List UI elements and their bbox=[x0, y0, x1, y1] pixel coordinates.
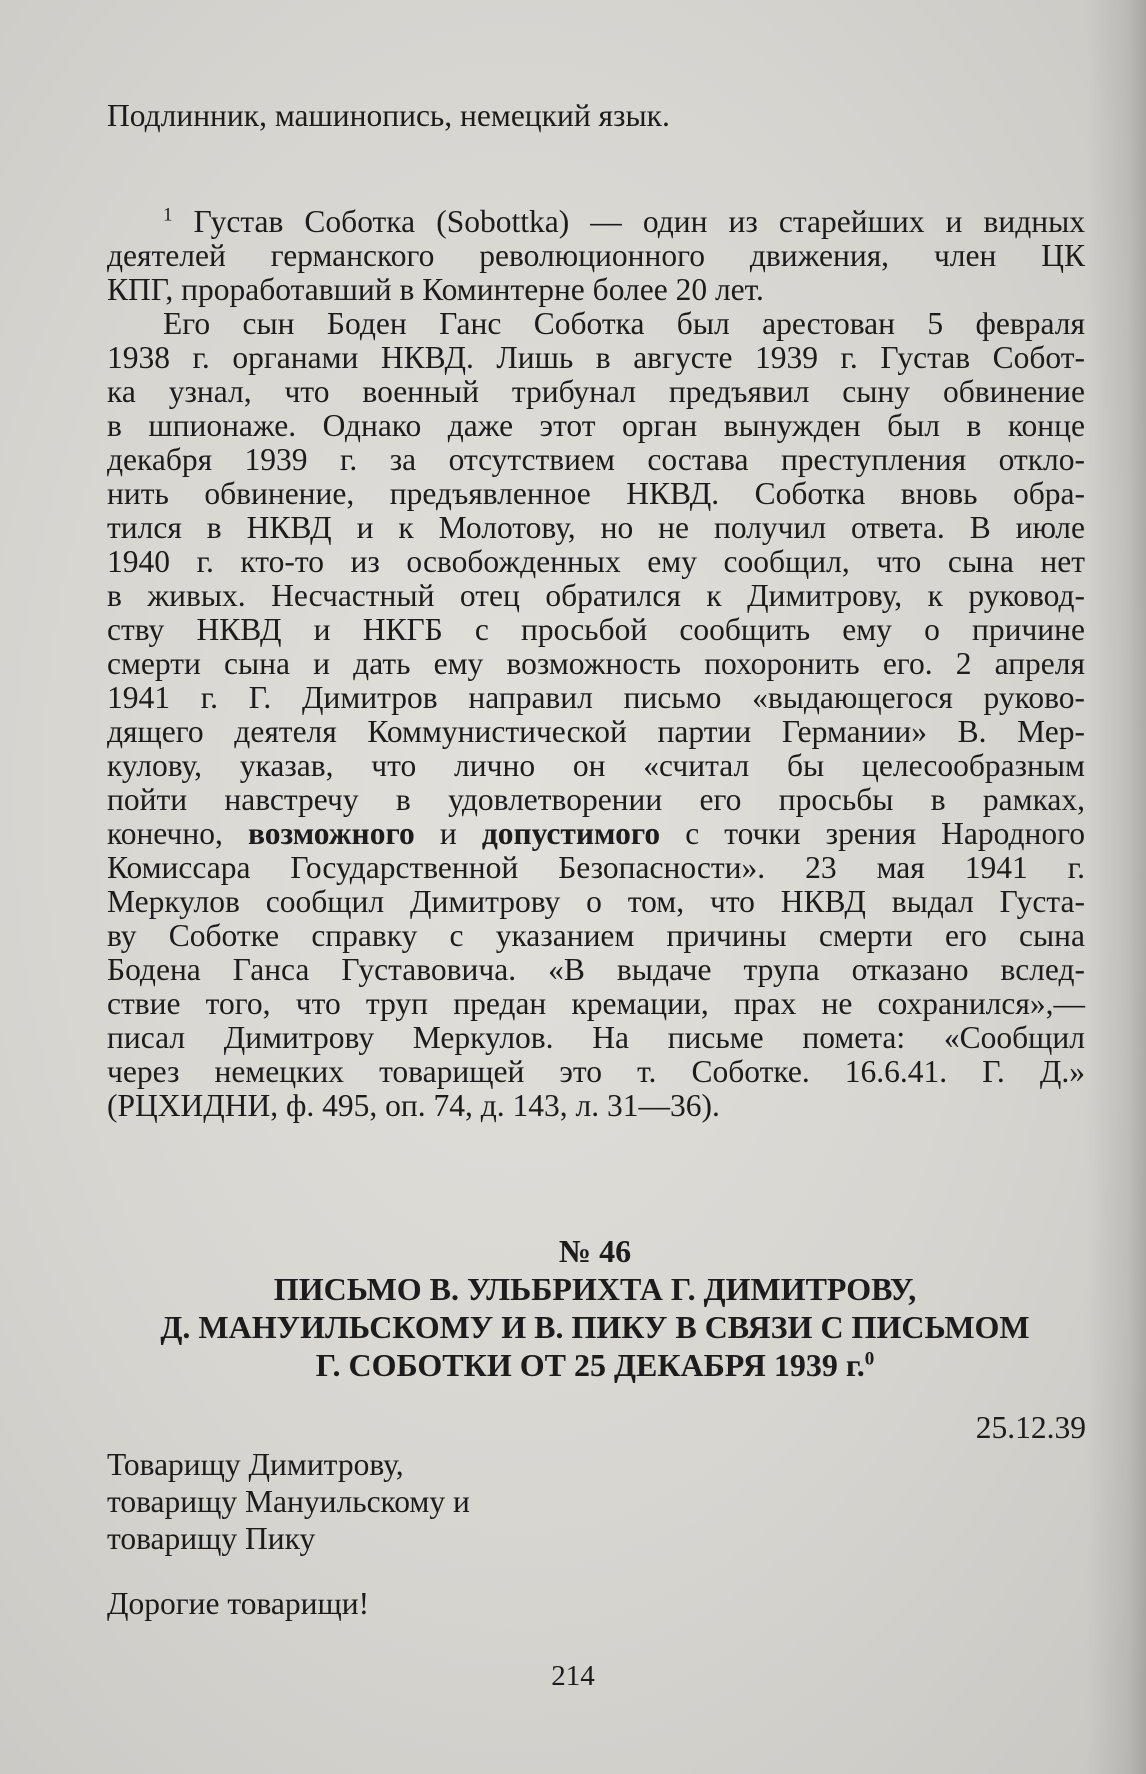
bold-word: возможного bbox=[247, 816, 415, 851]
text-line: 1941 г. Г. Димитров направил письмо «выдающегося руково- bbox=[107, 680, 1085, 715]
text-line: Его сын Боден Ганс Соботка был арестован 5 февраля bbox=[163, 306, 1085, 341]
document-title-line: Г. СОБОТКИ ОТ 25 ДЕКАБРЯ 1939 г.$^0$ bbox=[315, 1347, 875, 1383]
text-line: через немецких товарищей это т. Соботке. 16.6.41. Г. Д.» bbox=[107, 1054, 1085, 1089]
document-title-line: ПИСЬМО В. УЛЬБРИХТА Г. ДИМИТРОВУ, bbox=[273, 1271, 917, 1307]
text-line: писал Димитрову Меркулов. На письме помета: «Сообщил bbox=[107, 1020, 1085, 1055]
text-line: ка узнал, что военный трибунал предъявил сыну обвинение bbox=[107, 374, 1085, 409]
text-line: ству НКВД и НКГБ с просьбой сообщить ему о причине bbox=[107, 612, 1085, 647]
document-heading bbox=[95, 1232, 1095, 1384]
document-number: № 46 bbox=[558, 1233, 632, 1269]
document-title-line: Д. МАНУИЛЬСКОМУ И В. ПИКУ В СВЯЗИ С ПИСЬМОМ bbox=[160, 1309, 1030, 1345]
source-note: Подлинник, машинопись, немецкий язык. bbox=[107, 98, 670, 133]
text-line-emphasis: конечно, возможного и допустимого с точки зрения Народного bbox=[107, 816, 1086, 851]
text-line: кулову, указав, что лично он «считал бы целесообразным bbox=[107, 748, 1085, 783]
text-line: 1938 г. органами НКВД. Лишь в августе 1939 г. Густав Собот- bbox=[107, 340, 1085, 375]
letter-greeting: Дорогие товарищи! bbox=[107, 1586, 370, 1621]
text-line: ствие того, что труп предан кремации, прах не сохранился»,— bbox=[107, 986, 1085, 1021]
text-line: Бодена Ганса Густавовича. «В выдаче трупа отказано вслед- bbox=[107, 952, 1085, 987]
addressee-line: товарищу Мануильскому и bbox=[107, 1484, 470, 1519]
text-line: (РЦХИДНИ, ф. 495, оп. 74, д. 143, л. 31—36). bbox=[107, 1088, 720, 1123]
addressee-line: Товарищу Димитрову, bbox=[107, 1447, 404, 1482]
letter-date: 25.12.39 bbox=[975, 1410, 1086, 1445]
text-line: нить обвинение, предъявленное НКВД. Соботка вновь обра- bbox=[107, 476, 1085, 511]
text-line: тился в НКВД и к Молотову, но не получил ответа. В июле bbox=[107, 510, 1085, 545]
commentary-paragraph bbox=[107, 307, 1085, 1123]
title-footnote-marker: 0 bbox=[864, 1348, 875, 1370]
footnote-marker: 1 bbox=[163, 204, 173, 226]
text-line: в шпионаже. Однако даже этот орган вынужден был в конце bbox=[107, 408, 1085, 443]
footnote-line: КПГ, проработавший в Коминтерне более 20 лет. bbox=[107, 272, 764, 307]
text-line: в живых. Несчастный отец обратился к Димитрову, к руковод- bbox=[107, 578, 1085, 613]
footnote-line: $^1$ Густав Соботка (Sobottka) — один из старейших и видных bbox=[163, 204, 1086, 239]
footnote-block bbox=[107, 205, 1085, 1123]
text-line: декабря 1939 г. за отсутствием состава преступления откло- bbox=[107, 442, 1085, 477]
text-line: смерти сына и дать ему возможность похоронить его. 2 апреля bbox=[107, 646, 1085, 681]
footnote-line: деятелей германского революционного движения, член ЦК bbox=[107, 238, 1085, 273]
addressee-line: товарищу Пику bbox=[107, 1521, 316, 1556]
text-line: пойти навстречу в удовлетворении его просьбы в рамках, bbox=[107, 782, 1085, 817]
text-line: 1940 г. кто-то из освобожденных ему сообщил, что сына нет bbox=[107, 544, 1085, 579]
text-line: дящего деятеля Коммунистической партии Германии» В. Мер- bbox=[107, 714, 1085, 749]
page-number: 214 bbox=[551, 1660, 595, 1692]
text-line: Комиссара Государственной Безопасности». 23 мая 1941 г. bbox=[107, 850, 1085, 885]
text-line: Меркулов сообщил Димитрову о том, что НКВД выдал Густа- bbox=[107, 884, 1085, 919]
page-spine-shadow bbox=[1086, 0, 1146, 1774]
letter-addressees bbox=[107, 1446, 470, 1557]
text-line: ву Соботке справку с указанием причины смерти его сына bbox=[107, 918, 1085, 953]
bold-word: допустимого bbox=[481, 816, 661, 851]
